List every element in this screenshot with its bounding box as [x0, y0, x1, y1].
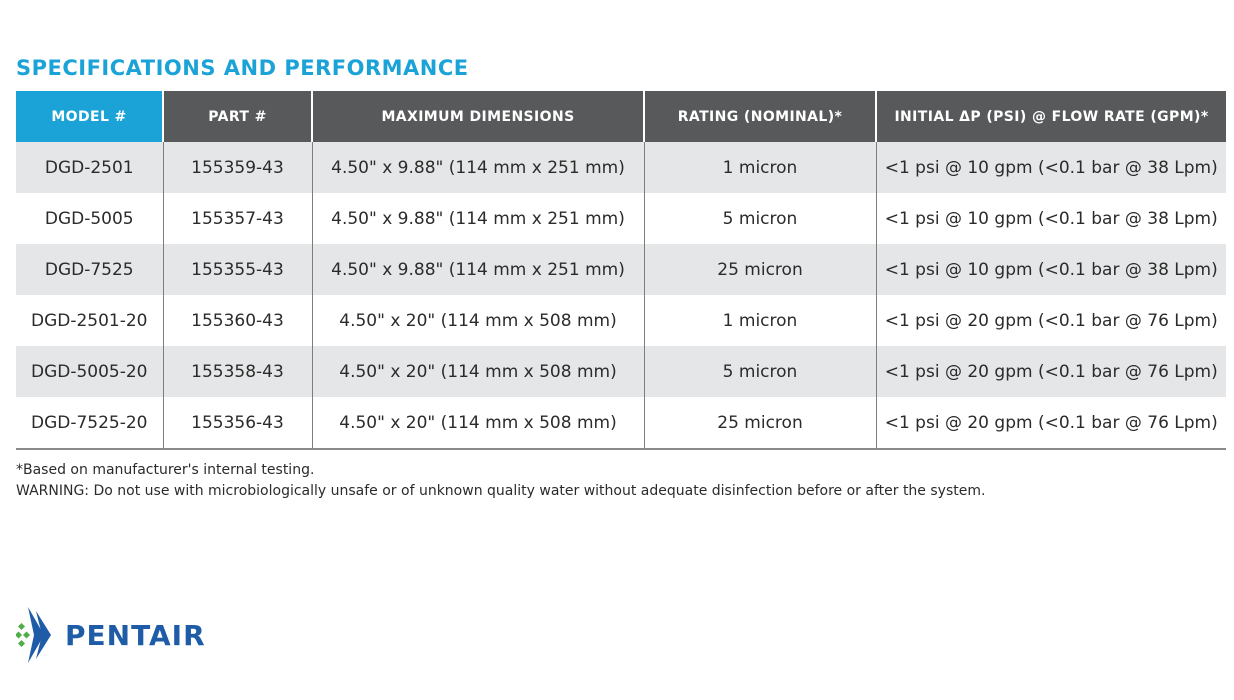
cell-part: 155359-43 — [163, 142, 312, 193]
cell-dimensions: 4.50" x 20" (114 mm x 508 mm) — [312, 397, 644, 449]
header-rating: RATING (NOMINAL)* — [644, 91, 876, 142]
cell-part: 155358-43 — [163, 346, 312, 397]
cell-model: DGD-2501-20 — [30, 310, 148, 331]
cell-pressure-drop: <1 psi @ 10 gpm (<0.1 bar @ 38 Lpm) — [876, 244, 1226, 295]
pentair-diamond-logo-icon — [16, 607, 56, 663]
header-model: MODEL # — [16, 91, 163, 142]
cell-rating: 25 micron — [644, 244, 876, 295]
cell-model: DGD-7525 — [16, 244, 163, 295]
cell-part: 155355-43 — [163, 244, 312, 295]
cell-pressure-drop: <1 psi @ 20 gpm (<0.1 bar @ 76 Lpm) — [876, 397, 1226, 449]
cell-model: DGD-2501 — [16, 142, 163, 193]
header-dimensions: MAXIMUM DIMENSIONS — [312, 91, 644, 142]
cell-rating: 25 micron — [644, 397, 876, 449]
cell-rating: 5 micron — [644, 193, 876, 244]
cell-pressure-drop: <1 psi @ 10 gpm (<0.1 bar @ 38 Lpm) — [876, 142, 1226, 193]
table-row — [16, 295, 1226, 346]
header-part: PART # — [163, 91, 312, 142]
cell-dimensions: 4.50" x 9.88" (114 mm x 251 mm) — [312, 193, 644, 244]
cell-rating: 5 micron — [644, 346, 876, 397]
pentair-wordmark: PENTAIR — [65, 618, 206, 652]
testing-footnote: *Based on manufacturer's internal testing. — [16, 462, 315, 478]
cell-rating: 1 micron — [644, 295, 876, 346]
cell-pressure-drop: <1 psi @ 20 gpm (<0.1 bar @ 76 Lpm) — [876, 346, 1226, 397]
header-pressure-drop: INITIAL ΔP (PSI) @ FLOW RATE (GPM)* — [876, 91, 1226, 142]
page-title: SPECIFICATIONS AND PERFORMANCE — [16, 56, 469, 80]
cell-part: 155360-43 — [163, 295, 312, 346]
table-row — [16, 244, 1226, 295]
table-row — [16, 397, 1226, 449]
cell-pressure-drop: <1 psi @ 20 gpm (<0.1 bar @ 76 Lpm) — [876, 295, 1226, 346]
table-header-row — [16, 91, 1226, 142]
cell-part: 155356-43 — [163, 397, 312, 449]
specifications-table — [16, 91, 1226, 450]
warning-note: WARNING: Do not use with microbiologically unsafe or of unknown quality water without adequate disinfection before or after the system. — [16, 483, 986, 499]
table-row — [16, 193, 1226, 244]
cell-dimensions: 4.50" x 20" (114 mm x 508 mm) — [312, 295, 644, 346]
cell-dimensions: 4.50" x 9.88" (114 mm x 251 mm) — [312, 244, 644, 295]
cell-dimensions: 4.50" x 9.88" (114 mm x 251 mm) — [312, 142, 644, 193]
cell-rating: 1 micron — [644, 142, 876, 193]
cell-model: DGD-5005-20 — [16, 346, 163, 397]
footnotes — [16, 460, 985, 502]
cell-part: 155357-43 — [163, 193, 312, 244]
cell-model: DGD-7525-20 — [16, 397, 163, 449]
table-row — [16, 346, 1226, 397]
pentair-logo — [16, 607, 206, 663]
cell-pressure-drop: <1 psi @ 10 gpm (<0.1 bar @ 38 Lpm) — [876, 193, 1226, 244]
cell-dimensions: 4.50" x 20" (114 mm x 508 mm) — [312, 346, 644, 397]
table-row — [16, 142, 1226, 193]
cell-model: DGD-5005 — [44, 208, 134, 229]
